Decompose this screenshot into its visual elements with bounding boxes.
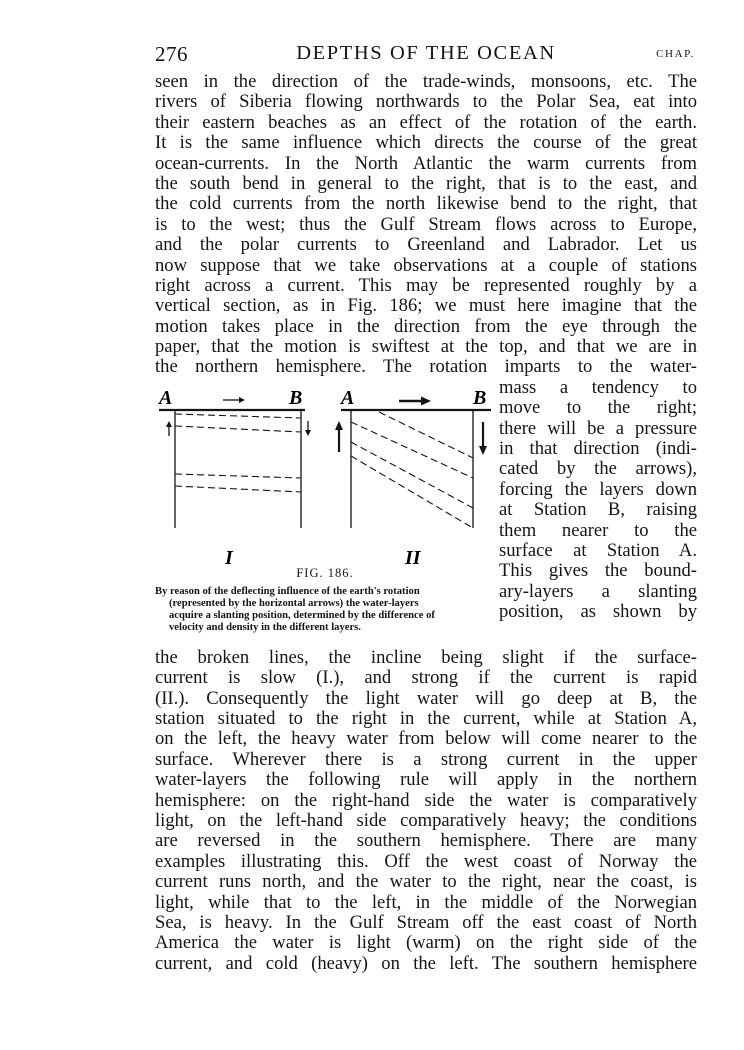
text-line: Sea, is heavy. In the Gulf Stream off the east coast of North (155, 912, 697, 933)
text-line: light, on the left-hand side comparatively heavy; the conditions (155, 810, 697, 831)
text-line: mass a tendency to (499, 377, 697, 398)
text-line: in that direction (indi- (499, 439, 697, 460)
text-line: paper, that the motion is swiftest at the top, and that we are in (155, 337, 697, 358)
text-line: (II.). Consequently the light water will go deep at B, the (155, 688, 697, 709)
text-line: station situated to the right in the current, while at Station A, (155, 709, 697, 730)
text-line: them nearer to the (499, 520, 697, 541)
label-a-2: A (341, 386, 355, 409)
text-line: the northern hemisphere. The rotation imparts to the water- (155, 357, 697, 378)
text-line: the cold currents from the north likewise bend to the right, that (155, 194, 697, 215)
text-line: the south bend in general to the right, that is to the east, and (155, 173, 697, 194)
text-line: examples illustrating this. Off the west coast of Norway the (155, 851, 697, 872)
text-line: now suppose that we take observations at a couple of stations (155, 255, 697, 276)
text-line: current is slow (I.), and strong if the current is rapid (155, 668, 697, 689)
text-line: the broken lines, the incline being slight if the surface- (155, 647, 697, 668)
figure-title: FIG. 186. (296, 565, 354, 580)
label-b-2: B (473, 386, 487, 409)
layer-boundary-2d (351, 456, 473, 528)
text-line: water-layers the following rule will apply in the northern (155, 770, 697, 791)
label-a-1: A (159, 386, 173, 409)
caption-line: acquire a slanting position, determined by the difference of (169, 609, 435, 621)
text-line: position, as shown by (499, 602, 697, 623)
layer-boundary-2a (379, 412, 473, 458)
book-page (155, 42, 697, 974)
text-line: hemisphere: on the right-hand side the water is comparatively (155, 790, 697, 811)
layer-boundary-2c (351, 442, 473, 508)
text-line: vertical section, as in Fig. 186; we must here imagine that the (155, 296, 697, 317)
text-line: and the polar currents to Greenland and Labrador. Let us (155, 235, 697, 256)
text-line: ary-layers a slanting (499, 581, 697, 602)
text-line: surface. Wherever there is a strong current in the upper (155, 749, 697, 770)
text-line: America the water is light (warm) on the right side of the (155, 933, 697, 954)
layer-boundary-1b (175, 426, 301, 432)
body-right-column (499, 378, 697, 623)
caption-line: By reason of the deflecting influence of the earth's rotation (155, 585, 420, 597)
text-line: This gives the bound- (499, 561, 697, 582)
text-line: at Station B, raising (499, 500, 697, 521)
text-line: light, while that to the left, in the middle of the Norwegian (155, 892, 697, 913)
text-line: rivers of Siberia flowing northwards to the Polar Sea, eat into (155, 92, 697, 113)
caption-line: velocity and density in the different layers. (169, 621, 361, 633)
text-line: surface at Station A. (499, 540, 697, 561)
panel-label-i: I (225, 546, 233, 568)
text-line: ocean-currents. In the North Atlantic the warm currents from (155, 153, 697, 174)
caption-line: (represented by the horizontal arrows) the water-layers (169, 597, 419, 609)
page-number: 276 (155, 42, 188, 66)
surface-current-arrow-1 (223, 397, 245, 403)
figure-diagram (155, 378, 495, 568)
text-line: move to the right; (499, 398, 697, 419)
page-header (155, 42, 697, 72)
figure-caption (155, 586, 495, 634)
text-line: forcing the layers down (499, 479, 697, 500)
body-bottom (155, 648, 697, 974)
text-line: on the left, the heavy water from below will come nearer to the (155, 729, 697, 750)
text-line: It is the same influence which directs the course of the great (155, 133, 697, 154)
layer-boundary-1c (175, 474, 301, 478)
text-line: cated by the arrows), (499, 459, 697, 480)
text-line: there will be a pressure (499, 418, 697, 439)
up-arrow-station-a-2 (335, 421, 343, 452)
down-arrow-station-b-2 (479, 422, 487, 455)
chapter-mark: CHAP. (656, 48, 695, 60)
panel-label-ii: II (405, 546, 421, 568)
text-line: current, and cold (heavy) on the left. The southern hemisphere (155, 953, 697, 974)
label-b-1: B (289, 386, 303, 409)
running-title: DEPTHS OF THE OCEAN (296, 42, 556, 64)
down-arrow-station-b-1 (305, 421, 311, 436)
text-line: current runs north, and the water to the right, near the coast, is (155, 872, 697, 893)
body-top (155, 72, 697, 378)
text-line: is to the west; thus the Gulf Stream flows across to Europe, (155, 214, 697, 235)
surface-current-arrow-2 (399, 396, 431, 405)
text-line: are reversed in the southern hemisphere. There are many (155, 831, 697, 852)
layer-boundary-2b (351, 422, 473, 478)
layer-boundary-1d (175, 486, 301, 492)
text-line: their eastern beaches as an effect of the rotation of the earth. (155, 112, 697, 133)
text-line: seen in the direction of the trade-winds, monsoons, etc. The (155, 72, 697, 92)
text-line: right across a current. This may be represented roughly by a (155, 275, 697, 296)
figure-block (155, 378, 697, 648)
figure-186 (155, 378, 495, 648)
layer-boundary-1a (175, 414, 301, 418)
text-line: motion takes place in the direction from the eye through the (155, 316, 697, 337)
up-arrow-station-a-1 (166, 421, 172, 436)
